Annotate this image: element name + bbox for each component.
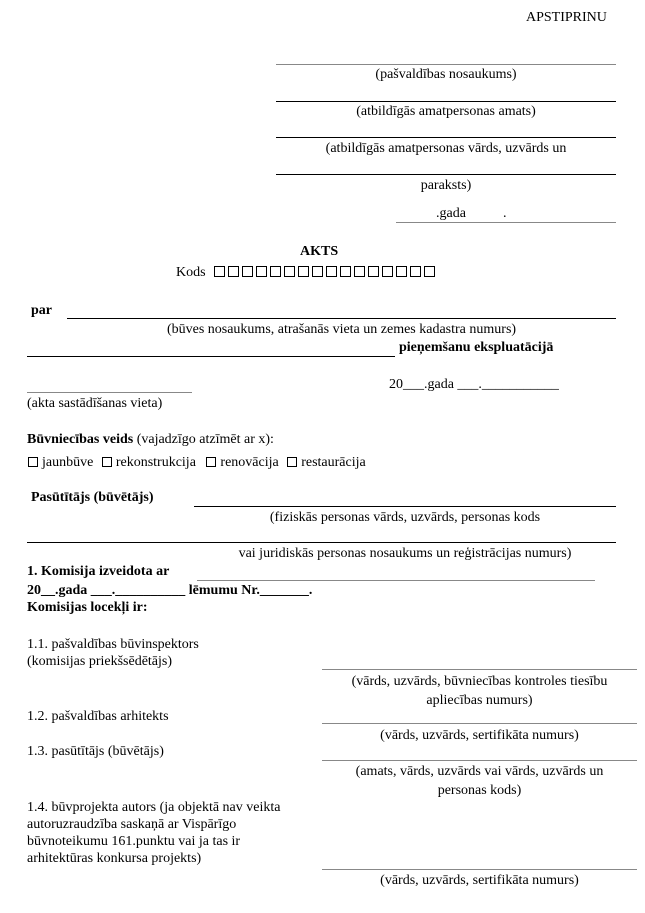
building-caption: (būves nosaukums, atrašanās vieta un zemes kadastra numurs): [166, 322, 517, 337]
checkbox-icon[interactable]: [102, 457, 112, 467]
code-box[interactable]: [256, 266, 267, 277]
code-row: [176, 265, 438, 281]
client-label: Pasūtītājs (būvētājs): [31, 490, 154, 505]
member-author-caption: (vārds, uzvārds, sertifikāta numurs): [380, 873, 579, 888]
acceptance-label: pieņemšanu ekspluatācijā: [399, 340, 554, 355]
code-box[interactable]: [228, 266, 239, 277]
commission-decision[interactable]: 20__.gada ___.__________ lēmumu Nr._______.: [27, 583, 313, 598]
code-label: Kods: [176, 265, 206, 280]
signature-line[interactable]: [276, 174, 616, 175]
client-person-caption: (fiziskās personas vārds, uzvārds, personas kods: [269, 510, 541, 525]
client-line-2[interactable]: [27, 542, 616, 543]
member-client-line[interactable]: [322, 760, 637, 761]
client-legal-caption: vai juridiskās personas nosaukums un reģistrācijas numurs): [238, 546, 572, 561]
approval-date-gada: .gada: [436, 206, 466, 221]
building-line[interactable]: [67, 318, 616, 319]
akts-date[interactable]: 20___.gada ___.___________: [389, 377, 559, 392]
member-architect-caption: (vārds, uzvārds, sertifikāta numurs): [380, 728, 579, 743]
member-inspector-caption: (vārds, uzvārds, būvniecības kontroles tiesību apliecības numurs): [351, 674, 608, 708]
member-author-line[interactable]: [322, 869, 637, 870]
member-author-label: 1.4. būvprojekta autors (ja objektā nav veikta autoruzraudzība saskaņā ar Vispārīgo būvnoteikumu 161.punktu vai ja tas ir arhitektūras konkursa projekts): [27, 800, 281, 866]
document-title: AKTS: [300, 244, 339, 259]
signature-caption: paraksts): [420, 178, 472, 193]
construction-options: [28, 455, 366, 471]
code-box[interactable]: [270, 266, 281, 277]
commission-members-label: Komisijas locekļi ir:: [27, 600, 148, 615]
commission-formed-label: 1. Komisija izveidota ar: [27, 564, 170, 579]
par-label: par: [31, 303, 52, 318]
option-reconstruction[interactable]: rekonstrukcija: [102, 455, 196, 470]
official-name-caption: (atbildīgās amatpersonas vārds, uzvārds un: [325, 141, 567, 156]
code-box[interactable]: [340, 266, 351, 277]
code-box[interactable]: [242, 266, 253, 277]
code-box[interactable]: [284, 266, 295, 277]
approval-date-line[interactable]: [396, 222, 616, 223]
checkbox-icon[interactable]: [28, 457, 38, 467]
code-box[interactable]: [396, 266, 407, 277]
municipality-line[interactable]: [276, 64, 616, 65]
member-client-caption: (amats, vārds, uzvārds vai vārds, uzvārds un personas kods): [355, 764, 604, 798]
checkbox-icon[interactable]: [287, 457, 297, 467]
client-line[interactable]: [194, 506, 616, 507]
code-box[interactable]: [214, 266, 225, 277]
municipality-caption: (pašvaldības nosaukums): [375, 67, 517, 82]
member-architect-label: 1.2. pašvaldības arhitekts: [27, 709, 169, 724]
construction-type-hint: (vajadzīgo atzīmēt ar x):: [133, 432, 274, 447]
member-inspector-line[interactable]: [322, 669, 637, 670]
checkbox-icon[interactable]: [206, 457, 216, 467]
member-architect-line[interactable]: [322, 723, 637, 724]
code-box[interactable]: [326, 266, 337, 277]
approve-heading: APSTIPRINU: [526, 10, 607, 25]
code-box[interactable]: [410, 266, 421, 277]
construction-type-label: Būvniecības veids: [27, 432, 134, 447]
building-line-2[interactable]: [27, 356, 395, 357]
member-client-label: 1.3. pasūtītājs (būvētājs): [27, 744, 164, 759]
official-name-line[interactable]: [276, 137, 616, 138]
construction-type-row: [27, 432, 274, 448]
code-box[interactable]: [312, 266, 323, 277]
place-line[interactable]: [27, 392, 192, 393]
official-position-line[interactable]: [276, 101, 616, 102]
option-restoration[interactable]: restaurācija: [287, 455, 366, 470]
official-position-caption: (atbildīgās amatpersonas amats): [356, 104, 536, 119]
commission-formed-line[interactable]: [197, 580, 595, 581]
code-box[interactable]: [354, 266, 365, 277]
code-box[interactable]: [382, 266, 393, 277]
code-box[interactable]: [368, 266, 379, 277]
code-boxes[interactable]: [214, 265, 438, 280]
option-new-build[interactable]: jaunbūve: [28, 455, 93, 470]
approval-date-dot: .: [503, 206, 507, 221]
code-box[interactable]: [424, 266, 435, 277]
place-caption: (akta sastādīšanas vieta): [27, 396, 163, 411]
code-box[interactable]: [298, 266, 309, 277]
member-inspector-label: 1.1. pašvaldības būvinspektors (komisijas priekšsēdētājs): [27, 637, 199, 669]
option-renovation[interactable]: renovācija: [206, 455, 278, 470]
